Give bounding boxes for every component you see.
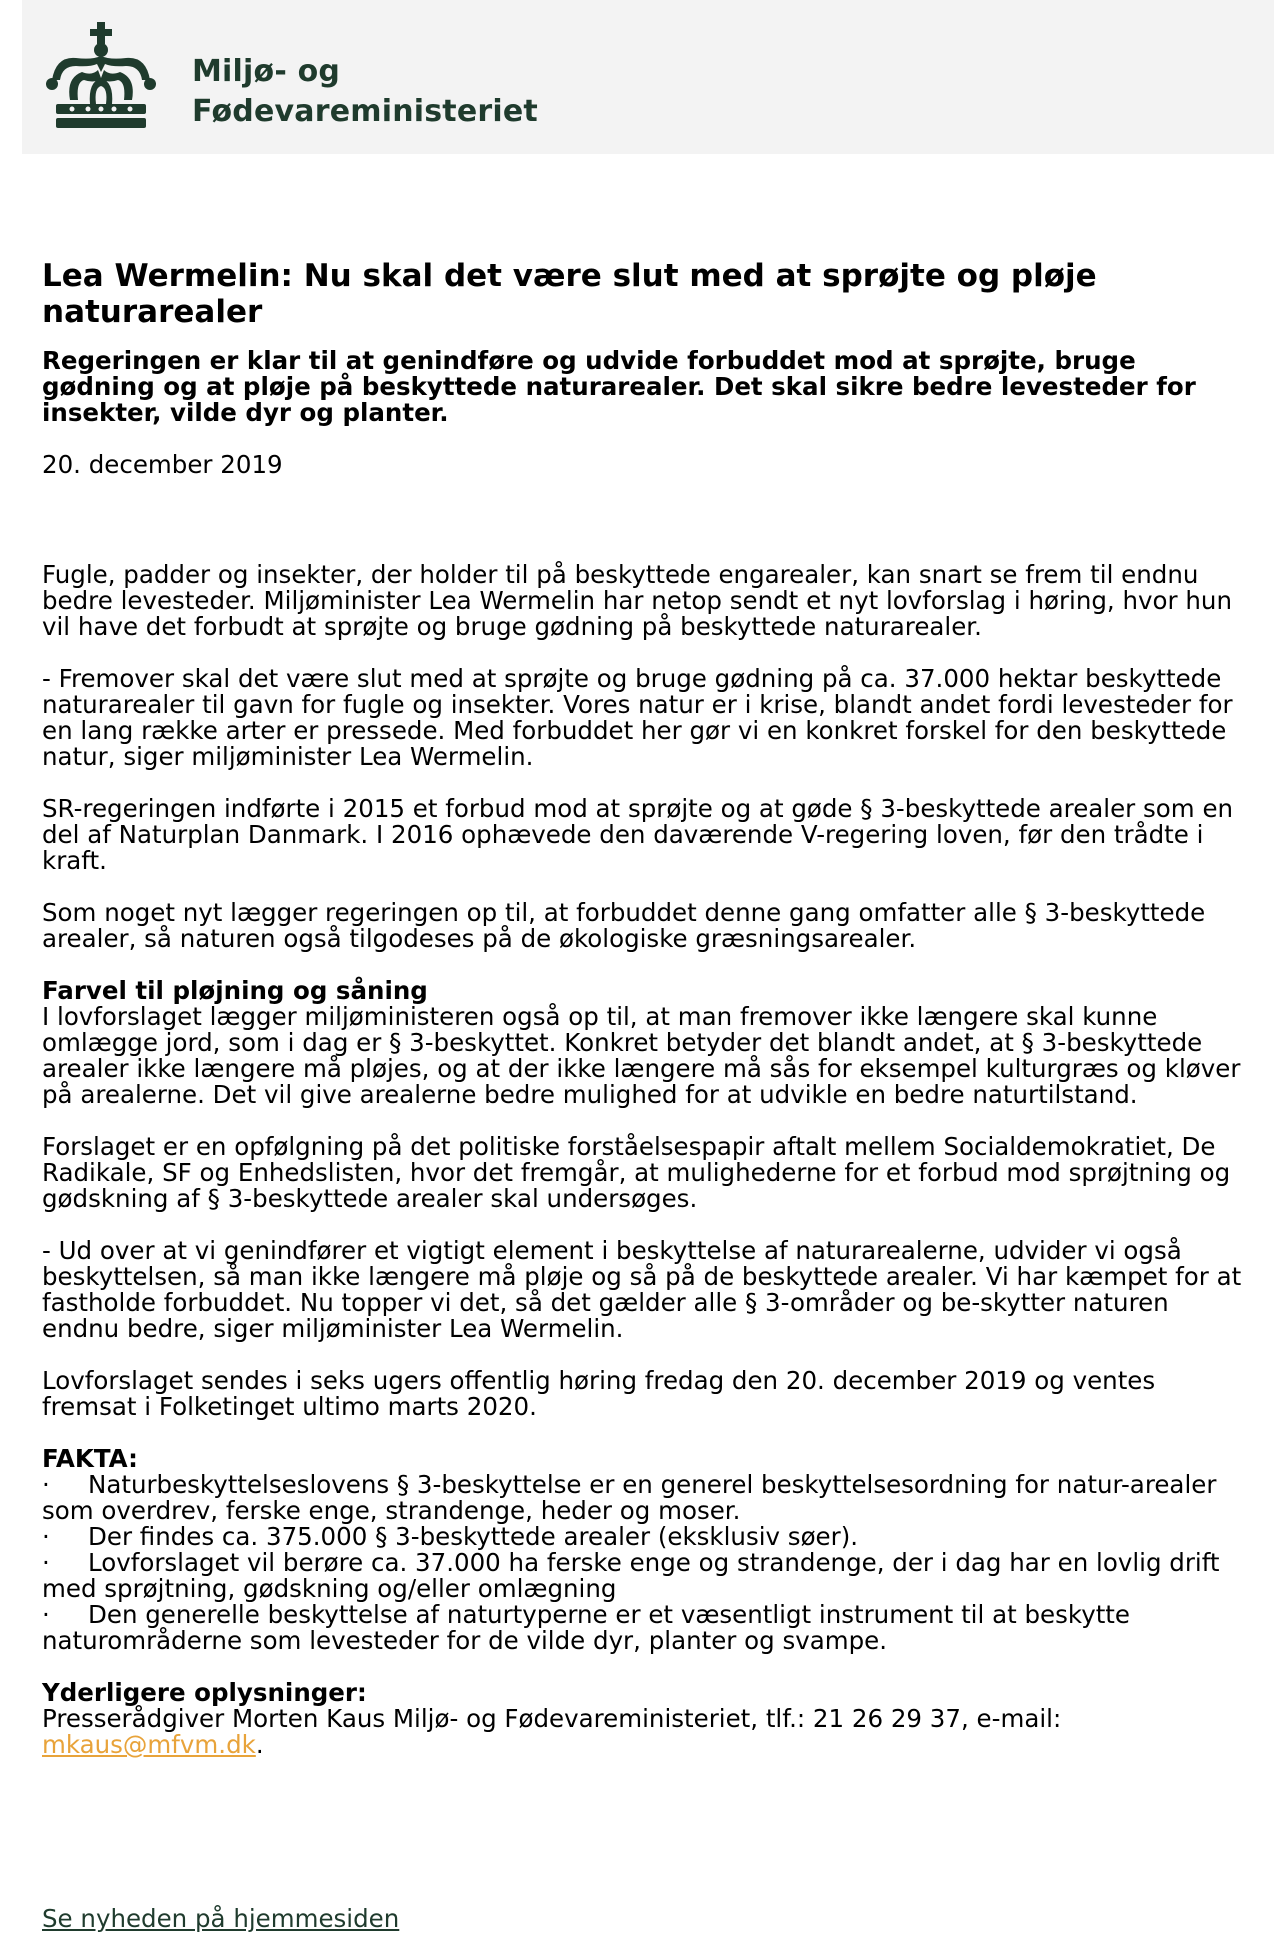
- paragraph-8: Lovforslaget sendes i seks ugers offentlig høring fredag den 20. december 2019 og ventes fremsat i Folketinget ultimo marts 2020.: [42, 1366, 1156, 1421]
- paragraph-2: - Fremover skal det være slut med at sprøjte og bruge gødning på ca. 37.000 hektar beskyttede naturarealer til gavn for fugle og insekter. Vores natur er i krise, blandt andet fordi levesteder for en lang række arter er pressede. Med forbuddet her gør vi en konkret forskel for den beskyttede natur, siger miljøminister Lea Wermelin.: [42, 664, 1233, 771]
- article-lead: Regeringen er klar til at genindføre og udvide forbuddet mod at sprøjte, bruge gødning og at pløje på beskyttede naturarealer. Det skal sikre bedre levesteder for insekter, vilde dyr og planter.: [42, 346, 1196, 427]
- bullet-marker: ·: [42, 1470, 50, 1499]
- contact-period: .: [255, 1730, 264, 1759]
- fakta-heading: FAKTA:: [42, 1444, 138, 1473]
- brand-line-2: Fødevareministeriet: [192, 94, 538, 129]
- contact-heading: Yderligere oplysninger:: [42, 1678, 367, 1707]
- fakta-item-text: Naturbeskyttelseslovens § 3-beskyttelse er en generel beskyttelsesordning for natur-arealer som overdrev, ferske enge, strandenge, heder og moser.: [42, 1470, 1217, 1525]
- contact-details: Presserådgiver Morten Kaus Miljø- og Fødevareministeriet, tlf.: 21 26 29 37, e-mail:: [42, 1704, 1062, 1733]
- fakta-item-text: Lovforslaget vil berøre ca. 37.000 ha ferske enge og strandenge, der i dag har en lovlig drift med sprøjtning, gødskning og/eller omlægning: [42, 1548, 1220, 1603]
- crown-logo-icon: [42, 20, 160, 132]
- bullet-marker: ·: [42, 1600, 50, 1629]
- paragraph-1: Fugle, padder og insekter, der holder til på beskyttede engarealer, kan snart se frem til endnu bedre levesteder. Miljøminister Lea Wermelin har netop sendt et nyt lovforslag i høring, hvor hun vil have det forbudt at sprøjte og bruge gødning på beskyttede naturarealer.: [42, 560, 1232, 641]
- fakta-item: [42, 1550, 1242, 1602]
- paragraph-7: - Ud over at vi genindfører et vigtigt element i beskyttelse af naturarealerne, udvider vi også beskyttelsen, så man ikke længere må pløje og så på de beskyttede arealer. Vi har kæmpet for at fastholde forbuddet. Nu topper vi det, så det gælder alle § 3-områder og be-skytter naturen endnu bedre, siger miljøminister Lea Wermelin.: [42, 1236, 1242, 1343]
- contact-text: [42, 1706, 1242, 1758]
- bullet-marker: ·: [42, 1548, 50, 1577]
- paragraph-6: Forslaget er en opfølgning på det politiske forståelsespapir aftalt mellem Socialdemokratiet, De Radikale, SF og Enhedslisten, hvor det fremgår, at mulighederne for et forbud mod sprøjtning og gødskning af § 3-beskyttede arealer skal undersøges.: [42, 1132, 1231, 1213]
- paragraph-5: I lovforslaget lægger miljøministeren også op til, at man fremover ikke længere skal kunne omlægge jord, som i dag er § 3-beskyttet. Konkret betyder det blandt andet, at § 3-beskyttede arealer ikke længere må pløjes, og at der ikke længere må sås for eksempel kulturgræs og kløver på arealerne. Det vil give arealerne bedre mulighed for at udvikle en bedre naturtilstand.: [42, 1002, 1241, 1109]
- article-date: 20. december 2019: [42, 450, 283, 479]
- bullet-marker: ·: [42, 1522, 50, 1551]
- website-link[interactable]: Se nyheden på hjemmesiden: [42, 1904, 400, 1933]
- article: [42, 258, 1242, 1758]
- fakta-item-text: Der findes ca. 375.000 § 3-beskyttede arealer (eksklusiv søer).: [88, 1522, 859, 1551]
- subheading: Farvel til pløjning og såning: [42, 976, 428, 1005]
- fakta-item: [42, 1472, 1242, 1524]
- fakta-item-text: Den generelle beskyttelse af naturtyperne er et væsentligt instrument til at beskytte naturområderne som levesteder for de vilde dyr, planter og svampe.: [42, 1600, 1130, 1655]
- fakta-item: [42, 1602, 1242, 1654]
- email-link[interactable]: mkaus@mfvm.dk: [42, 1730, 256, 1759]
- ministry-name: [192, 52, 538, 132]
- paragraph-4: Som noget nyt lægger regeringen op til, at forbuddet denne gang omfatter alle § 3-beskyttede arealer, så naturen også tilgodeses på de økologiske græsningsarealer.: [42, 898, 1206, 953]
- article-title: Lea Wermelin: Nu skal det være slut med at sprøjte og pløje naturarealer: [42, 258, 1097, 330]
- brand-line-1: Miljø- og: [192, 54, 341, 89]
- fakta-list: [42, 1472, 1242, 1654]
- paragraph-3: SR-regeringen indførte i 2015 et forbud mod at sprøjte og at gøde § 3-beskyttede arealer som en del af Naturplan Danmark. I 2016 ophævede den daværende V-regering loven, før den trådte i kraft.: [42, 794, 1234, 875]
- fakta-item: [42, 1524, 1242, 1550]
- header: [22, 0, 1274, 154]
